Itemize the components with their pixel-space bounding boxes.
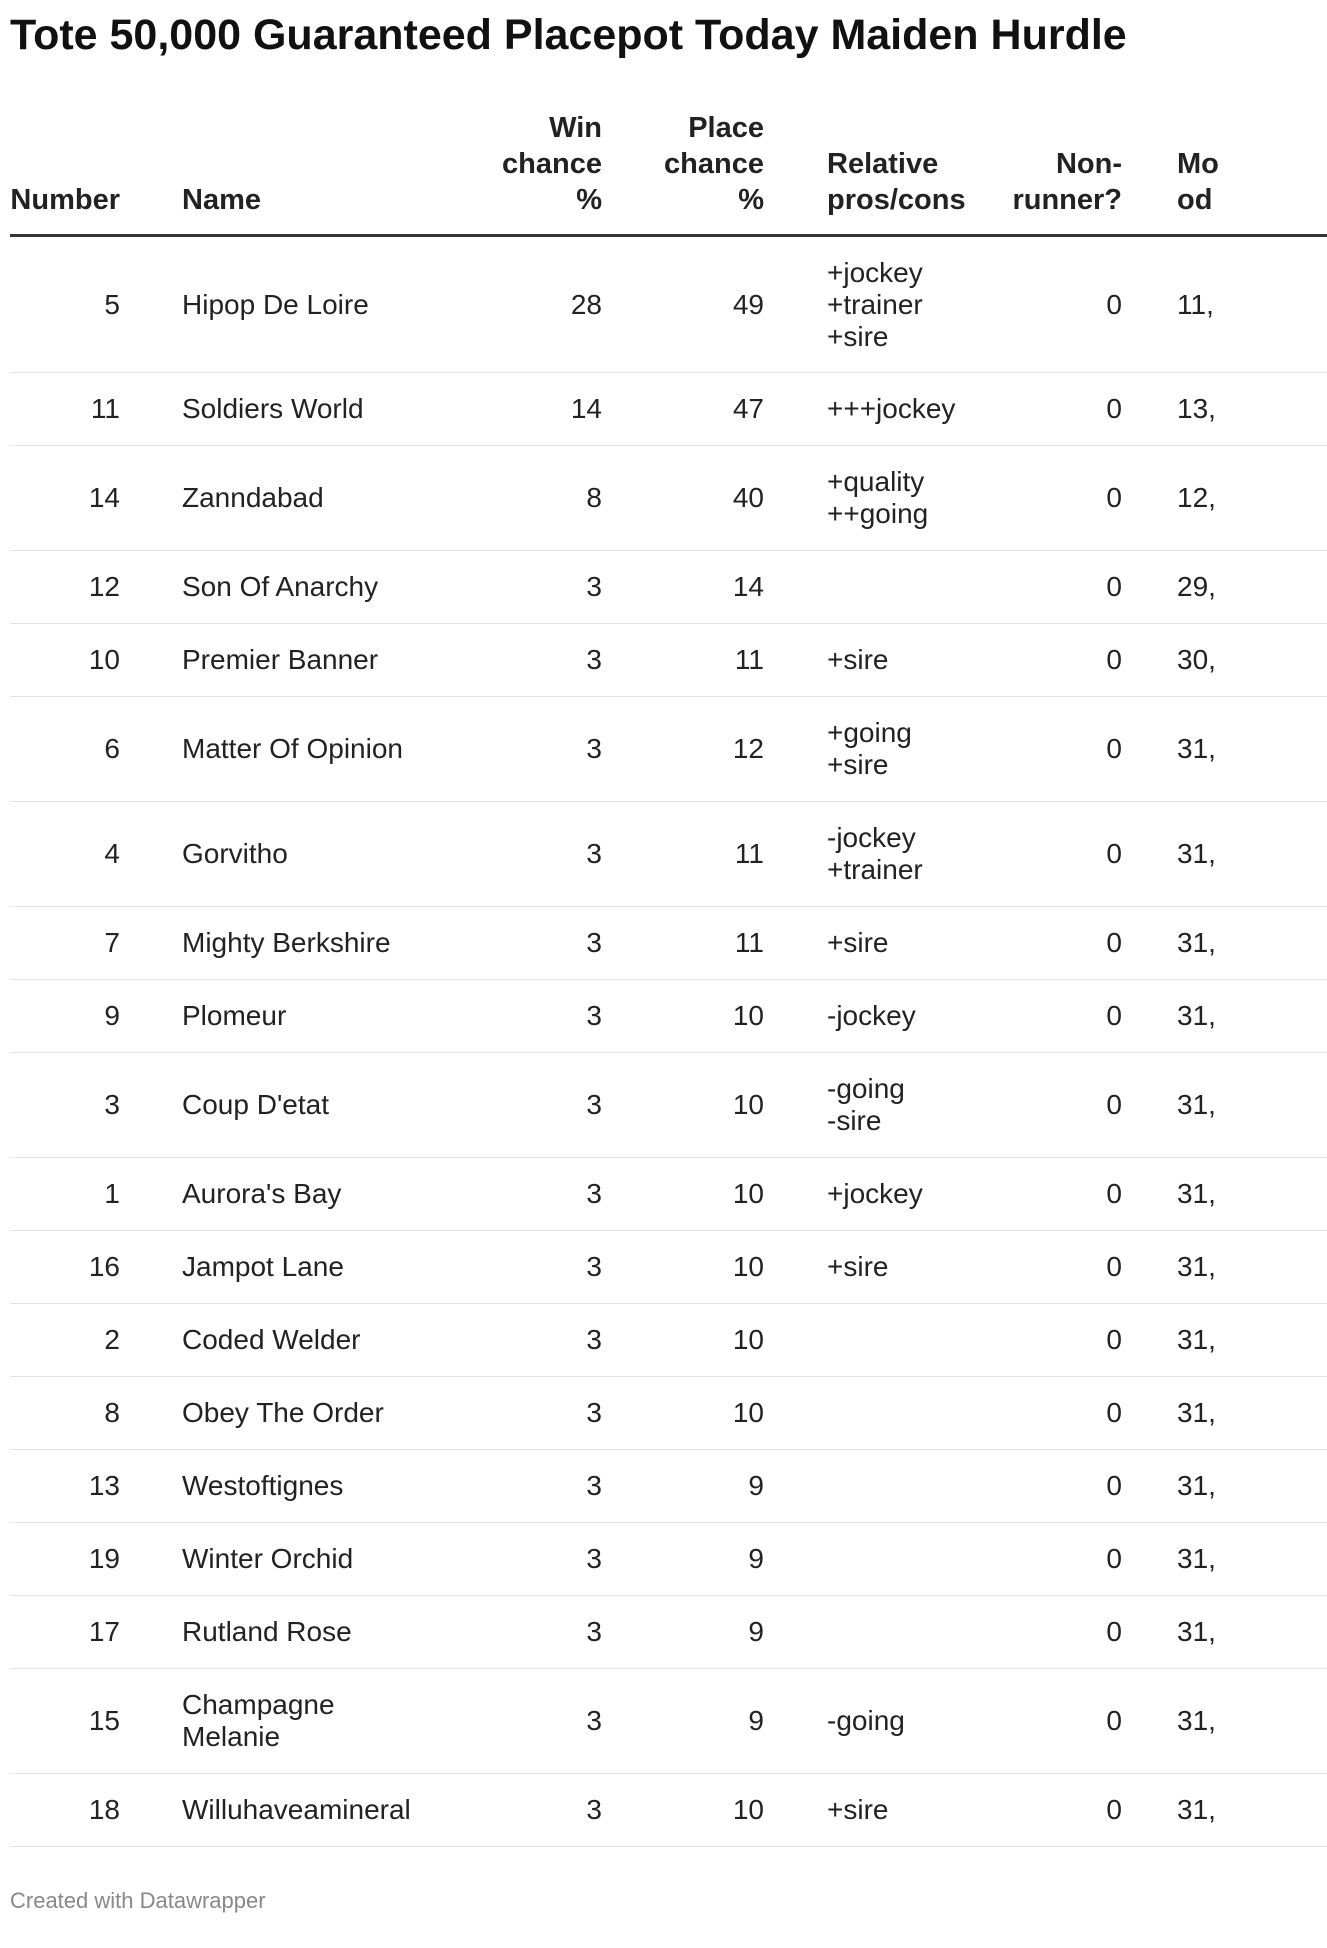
cell-name	[182, 980, 447, 1053]
pros-cons-item: +jockey	[827, 256, 923, 288]
header-text-line: runner?	[1012, 184, 1122, 216]
table-title: Tote 50,000 Guaranteed Placepot Today Maiden Hurdle	[10, 11, 1127, 59]
cell-win-chance: 3	[447, 907, 602, 980]
cell-win-chance: 3	[447, 1669, 602, 1774]
cell-model-odds: 31,	[1177, 1596, 1327, 1669]
cell-place-chance: 14	[602, 551, 764, 624]
cell-model-odds: 30,	[1177, 624, 1327, 697]
cell-number: 1	[10, 1158, 182, 1231]
cell-win-chance: 3	[447, 1158, 602, 1231]
header-row	[10, 110, 1327, 236]
cell-relative-pros-cons	[827, 1774, 987, 1847]
pros-cons-item: -going	[827, 1073, 905, 1104]
cell-spacer	[764, 1053, 827, 1158]
cell-win-chance: 3	[447, 1053, 602, 1158]
cell-place-chance: 11	[602, 802, 764, 907]
name-line: Champagne	[182, 1689, 335, 1720]
cell-model-odds: 31,	[1177, 1053, 1327, 1158]
cell-model-odds: 31,	[1177, 1377, 1327, 1450]
table-row	[10, 1231, 1327, 1304]
cell-number: 2	[10, 1304, 182, 1377]
cell-relative-pros-cons	[827, 236, 987, 373]
name-line: Coded Welder	[182, 1324, 361, 1355]
cell-name	[182, 551, 447, 624]
table-row	[10, 446, 1327, 551]
cell-spacer	[764, 1231, 827, 1304]
cell-model-odds: 31,	[1177, 1523, 1327, 1596]
cell-spacer	[764, 907, 827, 980]
cell-spacer	[764, 1158, 827, 1231]
table-row	[10, 236, 1327, 373]
cell-spacer	[1122, 624, 1177, 697]
cell-name	[182, 1774, 447, 1847]
table-row	[10, 1523, 1327, 1596]
cell-place-chance: 9	[602, 1669, 764, 1774]
cell-spacer	[764, 1450, 827, 1523]
cell-model-odds: 31,	[1177, 1669, 1327, 1774]
cell-non-runner: 0	[987, 1377, 1122, 1450]
cell-spacer	[1122, 1377, 1177, 1450]
cell-relative-pros-cons	[827, 1377, 987, 1450]
cell-number: 18	[10, 1774, 182, 1847]
table-row	[10, 802, 1327, 907]
table-row	[10, 1158, 1327, 1231]
pros-cons-item: +trainer	[827, 288, 923, 320]
cell-non-runner: 0	[987, 373, 1122, 446]
cell-non-runner: 0	[987, 236, 1122, 373]
cell-win-chance: 8	[447, 446, 602, 551]
cell-name	[182, 1053, 447, 1158]
cell-place-chance: 10	[602, 1231, 764, 1304]
pros-cons-item: +going	[827, 717, 912, 748]
cell-win-chance: 3	[447, 1304, 602, 1377]
header-name	[182, 110, 447, 236]
cell-non-runner: 0	[987, 1774, 1122, 1847]
cell-non-runner: 0	[987, 697, 1122, 802]
pros-cons-item: +sire	[827, 320, 889, 352]
cell-model-odds: 31,	[1177, 980, 1327, 1053]
cell-number: 17	[10, 1596, 182, 1669]
cell-win-chance: 3	[447, 1377, 602, 1450]
header-text-line: chance	[502, 148, 602, 180]
cell-number: 11	[10, 373, 182, 446]
cell-relative-pros-cons	[827, 1158, 987, 1231]
cell-name	[182, 446, 447, 551]
cell-spacer	[764, 1596, 827, 1669]
header-text-line: %	[738, 184, 764, 216]
cell-place-chance: 47	[602, 373, 764, 446]
cell-name	[182, 373, 447, 446]
header-number	[10, 110, 182, 236]
cell-non-runner: 0	[987, 551, 1122, 624]
cell-name	[182, 1523, 447, 1596]
header-text-line: Place	[688, 112, 764, 144]
cell-name	[182, 1158, 447, 1231]
cell-relative-pros-cons	[827, 1450, 987, 1523]
cell-place-chance: 11	[602, 624, 764, 697]
name-line: Son Of Anarchy	[182, 571, 379, 602]
cell-relative-pros-cons	[827, 697, 987, 802]
cell-relative-pros-cons	[827, 802, 987, 907]
cell-model-odds: 31,	[1177, 1774, 1327, 1847]
cell-spacer	[1122, 1304, 1177, 1377]
cell-number: 15	[10, 1669, 182, 1774]
cell-place-chance: 10	[602, 980, 764, 1053]
cell-non-runner: 0	[987, 1053, 1122, 1158]
name-line: Coup D'etat	[182, 1089, 329, 1120]
cell-relative-pros-cons	[827, 373, 987, 446]
name-line: Mighty Berkshire	[182, 927, 391, 958]
cell-win-chance: 28	[447, 236, 602, 373]
pros-cons-item: +trainer	[827, 854, 923, 885]
cell-model-odds: 12,	[1177, 446, 1327, 551]
table-row	[10, 1304, 1327, 1377]
cell-model-odds: 31,	[1177, 1231, 1327, 1304]
pros-cons-item: -sire	[827, 1105, 882, 1136]
cell-number: 5	[10, 236, 182, 373]
cell-name	[182, 1231, 447, 1304]
name-line: Soldiers World	[182, 393, 364, 424]
cell-place-chance: 10	[602, 1304, 764, 1377]
name-line: Premier Banner	[182, 644, 379, 675]
cell-spacer	[1122, 551, 1177, 624]
cell-relative-pros-cons	[827, 446, 987, 551]
cell-non-runner: 0	[987, 1450, 1122, 1523]
cell-name	[182, 1596, 447, 1669]
cell-relative-pros-cons	[827, 1669, 987, 1774]
pros-cons-item: +sire	[827, 927, 889, 958]
header-non-runner	[987, 110, 1122, 236]
table-row	[10, 980, 1327, 1053]
cell-spacer	[764, 373, 827, 446]
cell-relative-pros-cons	[827, 624, 987, 697]
cell-spacer	[1122, 907, 1177, 980]
header-text-line: %	[576, 184, 602, 216]
name-line: Obey The Order	[182, 1397, 384, 1428]
cell-spacer	[1122, 1053, 1177, 1158]
cell-relative-pros-cons	[827, 551, 987, 624]
cell-model-odds: 31,	[1177, 802, 1327, 907]
cell-non-runner: 0	[987, 1669, 1122, 1774]
cell-name	[182, 1304, 447, 1377]
cell-spacer	[764, 624, 827, 697]
cell-spacer	[764, 1377, 827, 1450]
cell-place-chance: 10	[602, 1377, 764, 1450]
cell-place-chance: 10	[602, 1053, 764, 1158]
cell-name	[182, 1669, 447, 1774]
cell-spacer	[764, 1774, 827, 1847]
cell-place-chance: 10	[602, 1774, 764, 1847]
header-model-odds	[1177, 110, 1327, 236]
cell-name	[182, 236, 447, 373]
cell-place-chance: 11	[602, 907, 764, 980]
table-container	[10, 110, 1219, 1855]
cell-number: 12	[10, 551, 182, 624]
pros-cons-item: -going	[827, 1705, 905, 1736]
cell-spacer	[1122, 446, 1177, 551]
name-line: Melanie	[182, 1721, 281, 1752]
cell-spacer	[764, 551, 827, 624]
cell-non-runner: 0	[987, 624, 1122, 697]
table-row	[10, 1053, 1327, 1158]
cell-win-chance: 3	[447, 697, 602, 802]
name-line: Jampot Lane	[182, 1251, 344, 1282]
cell-non-runner: 0	[987, 907, 1122, 980]
pros-cons-item: +sire	[827, 1251, 889, 1282]
cell-spacer	[764, 697, 827, 802]
cell-number: 14	[10, 446, 182, 551]
cell-number: 9	[10, 980, 182, 1053]
name-line: Willuhaveamineral	[182, 1794, 411, 1825]
cell-non-runner: 0	[987, 1523, 1122, 1596]
pros-cons-item: -jockey	[827, 822, 916, 853]
cell-spacer	[1122, 373, 1177, 446]
cell-win-chance: 3	[447, 1450, 602, 1523]
cell-name	[182, 697, 447, 802]
cell-win-chance: 3	[447, 1523, 602, 1596]
pros-cons-item: +sire	[827, 644, 889, 675]
cell-spacer	[1122, 802, 1177, 907]
cell-place-chance: 10	[602, 1158, 764, 1231]
table-row	[10, 1450, 1327, 1523]
name-line: Zanndabad	[182, 482, 324, 513]
header-spacer	[764, 110, 827, 236]
cell-win-chance: 3	[447, 1596, 602, 1669]
cell-spacer	[764, 980, 827, 1053]
table-row	[10, 1774, 1327, 1847]
pros-cons-item: -jockey	[827, 1000, 916, 1031]
table-row	[10, 907, 1327, 980]
name-line: Westoftignes	[182, 1470, 344, 1501]
cell-number: 8	[10, 1377, 182, 1450]
cell-place-chance: 9	[602, 1450, 764, 1523]
cell-number: 3	[10, 1053, 182, 1158]
pros-cons-item: +sire	[827, 1794, 889, 1825]
cell-non-runner: 0	[987, 802, 1122, 907]
cell-number: 10	[10, 624, 182, 697]
cell-number: 7	[10, 907, 182, 980]
cell-non-runner: 0	[987, 1596, 1122, 1669]
cell-relative-pros-cons	[827, 1523, 987, 1596]
cell-spacer	[1122, 1596, 1177, 1669]
cell-place-chance: 12	[602, 697, 764, 802]
name-line: Aurora's Bay	[182, 1178, 342, 1209]
cell-win-chance: 14	[447, 373, 602, 446]
cell-place-chance: 40	[602, 446, 764, 551]
name-line: Gorvitho	[182, 838, 288, 869]
pros-cons-item: +jockey	[827, 1178, 923, 1209]
cell-spacer	[764, 1523, 827, 1596]
cell-place-chance: 9	[602, 1523, 764, 1596]
table-row	[10, 1669, 1327, 1774]
runners-table	[10, 110, 1327, 1847]
datawrapper-credit: Created with Datawrapper	[10, 1888, 266, 1913]
name-line: Matter Of Opinion	[182, 733, 403, 764]
cell-number: 4	[10, 802, 182, 907]
name-line: Hipop De Loire	[182, 288, 369, 320]
cell-number: 19	[10, 1523, 182, 1596]
cell-spacer	[1122, 1774, 1177, 1847]
pros-cons-item: ++going	[827, 498, 929, 529]
cell-non-runner: 0	[987, 980, 1122, 1053]
cell-spacer	[764, 1304, 827, 1377]
cell-place-chance: 9	[602, 1596, 764, 1669]
header-place-chance	[602, 110, 764, 236]
cell-number: 16	[10, 1231, 182, 1304]
cell-name	[182, 624, 447, 697]
cell-relative-pros-cons	[827, 1231, 987, 1304]
cell-spacer	[1122, 1669, 1177, 1774]
cell-spacer	[1122, 697, 1177, 802]
cell-spacer	[764, 236, 827, 373]
cell-spacer	[1122, 1158, 1177, 1231]
table-row	[10, 373, 1327, 446]
cell-model-odds: 31,	[1177, 907, 1327, 980]
header-text-line: pros/cons	[827, 184, 966, 216]
header-text-line: Win	[549, 112, 602, 144]
header-text-line: Name	[182, 184, 261, 216]
cell-model-odds: 31,	[1177, 697, 1327, 802]
cell-relative-pros-cons	[827, 907, 987, 980]
cell-win-chance: 3	[447, 551, 602, 624]
cell-spacer	[764, 802, 827, 907]
header-text-line: chance	[664, 148, 764, 180]
name-line: Rutland Rose	[182, 1616, 352, 1647]
cell-number: 6	[10, 697, 182, 802]
cell-relative-pros-cons	[827, 1596, 987, 1669]
cell-model-odds: 31,	[1177, 1158, 1327, 1231]
header-text-line: Non-	[1055, 148, 1122, 180]
cell-non-runner: 0	[987, 1231, 1122, 1304]
table-body	[10, 236, 1327, 1847]
header-text-line: od	[1177, 184, 1213, 216]
header-text-line: Mo	[1177, 148, 1219, 180]
cell-name	[182, 1377, 447, 1450]
cell-win-chance: 3	[447, 802, 602, 907]
cell-spacer	[1122, 1523, 1177, 1596]
cell-non-runner: 0	[987, 1304, 1122, 1377]
cell-non-runner: 0	[987, 446, 1122, 551]
cell-model-odds: 11,	[1177, 236, 1327, 373]
cell-spacer	[1122, 236, 1177, 373]
cell-spacer	[1122, 1231, 1177, 1304]
table-row	[10, 697, 1327, 802]
cell-name	[182, 1450, 447, 1523]
cell-model-odds: 13,	[1177, 373, 1327, 446]
table-row	[10, 551, 1327, 624]
cell-model-odds: 31,	[1177, 1450, 1327, 1523]
header-spacer	[1122, 110, 1177, 236]
pros-cons-item: +sire	[827, 749, 889, 780]
cell-model-odds: 31,	[1177, 1304, 1327, 1377]
cell-number: 13	[10, 1450, 182, 1523]
table-row	[10, 624, 1327, 697]
cell-spacer	[1122, 1450, 1177, 1523]
cell-win-chance: 3	[447, 1774, 602, 1847]
cell-win-chance: 3	[447, 1231, 602, 1304]
cell-spacer	[1122, 980, 1177, 1053]
cell-model-odds: 29,	[1177, 551, 1327, 624]
header-relative-pros-cons	[827, 110, 987, 236]
cell-win-chance: 3	[447, 980, 602, 1053]
header-text-line: Relative	[827, 148, 939, 180]
cell-name	[182, 907, 447, 980]
cell-name	[182, 802, 447, 907]
cell-place-chance: 49	[602, 236, 764, 373]
pros-cons-item: +quality	[827, 466, 925, 497]
cell-relative-pros-cons	[827, 1053, 987, 1158]
table-row	[10, 1596, 1327, 1669]
name-line: Plomeur	[182, 1000, 287, 1031]
header-text-line: Number	[10, 184, 120, 216]
cell-relative-pros-cons	[827, 980, 987, 1053]
cell-win-chance: 3	[447, 624, 602, 697]
cell-non-runner: 0	[987, 1158, 1122, 1231]
name-line: Winter Orchid	[182, 1543, 354, 1574]
header-win-chance	[447, 110, 602, 236]
cell-spacer	[764, 1669, 827, 1774]
cell-relative-pros-cons	[827, 1304, 987, 1377]
table-row	[10, 1377, 1327, 1450]
cell-spacer	[764, 446, 827, 551]
pros-cons-item: +++jockey	[827, 393, 956, 424]
